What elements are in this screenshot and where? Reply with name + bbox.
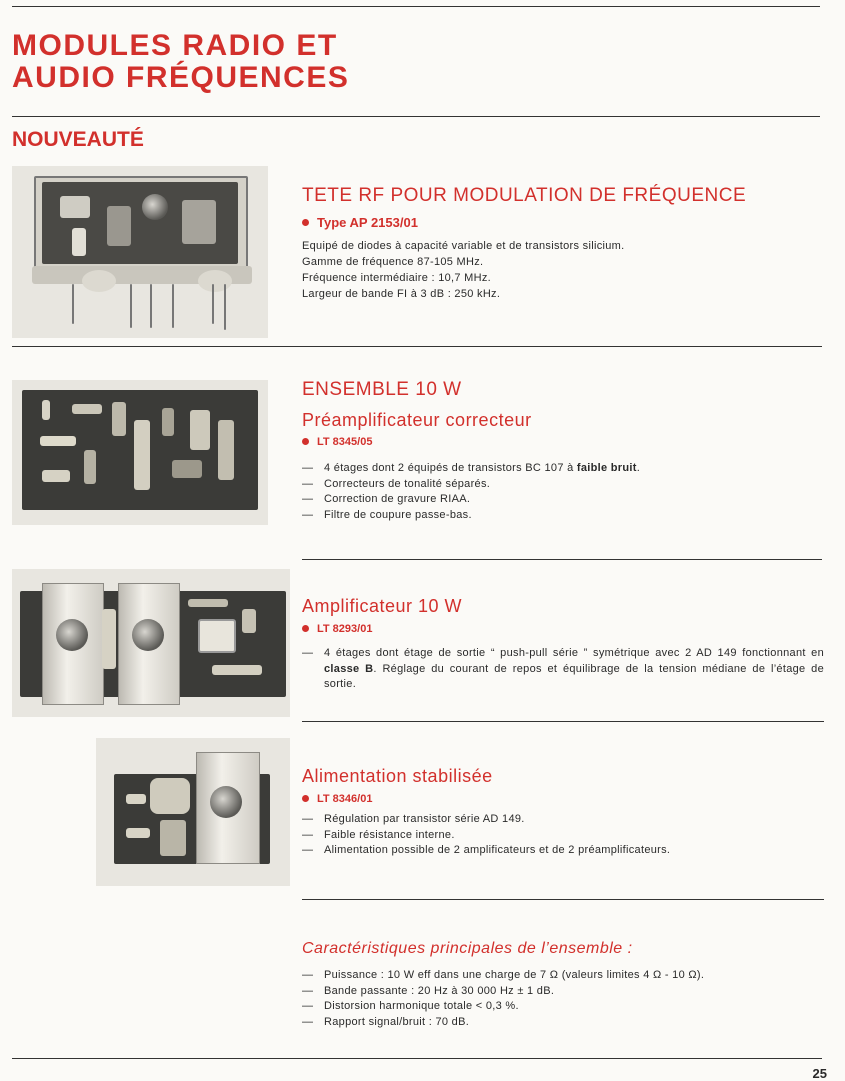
bottom-rule	[12, 1058, 822, 1059]
new-badge: NOUVEAUTÉ	[12, 128, 144, 151]
title-rule	[12, 116, 820, 117]
section-rule	[302, 559, 822, 560]
power-supply-photo	[96, 738, 290, 886]
characteristics-title: Caractéristiques principales de l’ensemble :	[302, 940, 633, 957]
section-rule	[302, 721, 824, 722]
list-item: — Puissance : 10 W eff dans une charge de 7 Ω (valeurs limites 4 Ω - 10 Ω).	[302, 969, 705, 981]
rf-head-type: Type AP 2153/01	[302, 215, 418, 230]
power-supply-type: LT 8346/01	[302, 793, 372, 805]
page-number: 25	[812, 1066, 827, 1081]
page-title: MODULES RADIO ET AUDIO FRÉQUENCES	[12, 29, 350, 94]
amplifier-type: LT 8293/01	[302, 623, 372, 635]
list-item: — Régulation par transistor série AD 149.	[302, 813, 525, 825]
bullet-dot-icon	[302, 795, 309, 802]
preamp-type: LT 8345/05	[302, 436, 372, 448]
list-item: — 4 étages dont étage de sortie “ push-pull série ” symétrique avec 2 AD 149 fonctionnant en classe B. Réglage du courant de repos et équilibrage de la tension médiane de l’étage de sortie.	[302, 647, 824, 690]
list-item: — Distorsion harmonique totale < 0,3 %.	[302, 1000, 519, 1012]
amplifier-photo	[12, 569, 290, 717]
list-item: — Correcteurs de tonalité séparés.	[302, 477, 491, 490]
top-rule	[12, 6, 820, 7]
ensemble-title: ENSEMBLE 10 W	[302, 379, 462, 400]
list-item: — Faible résistance interne.	[302, 828, 455, 841]
list-item: — Bande passante : 20 Hz à 30 000 Hz ± 1 dB.	[302, 984, 555, 997]
rf-head-specs: Equipé de diodes à capacité variable et de transistors silicium. Gamme de fréquence 87-105 MHz. Fréquence intermédiaire : 10,7 MHz. Largeur de bande FI à 3 dB : 250 kHz.	[302, 240, 625, 300]
amplifier-title: Amplificateur 10 W	[302, 596, 463, 616]
list-item: — Correction de gravure RIAA.	[302, 493, 471, 505]
bullet-dot-icon	[302, 219, 309, 226]
section-rule	[302, 899, 824, 900]
list-item: — Alimentation possible de 2 amplificateurs et de 2 préamplificateurs.	[302, 844, 671, 856]
amplifier-features	[302, 646, 824, 693]
list-item: — Rapport signal/bruit : 70 dB.	[302, 1015, 470, 1028]
power-supply-title: Alimentation stabilisée	[302, 766, 493, 786]
preamp-title: Préamplificateur correcteur	[302, 410, 532, 430]
bullet-dot-icon	[302, 625, 309, 632]
rf-head-title: TETE RF POUR MODULATION DE FRÉQUENCE	[302, 185, 747, 206]
preamp-features	[302, 461, 822, 523]
rf-head-photo	[12, 166, 268, 338]
preamp-photo	[12, 380, 268, 525]
list-item: — Filtre de coupure passe-bas.	[302, 508, 472, 521]
power-supply-features	[302, 812, 824, 859]
section-rule	[12, 346, 822, 347]
characteristics-list	[302, 968, 824, 1030]
bullet-dot-icon	[302, 438, 309, 445]
list-item: — 4 étages dont 2 équipés de transistors BC 107 à faible bruit.	[302, 462, 641, 474]
